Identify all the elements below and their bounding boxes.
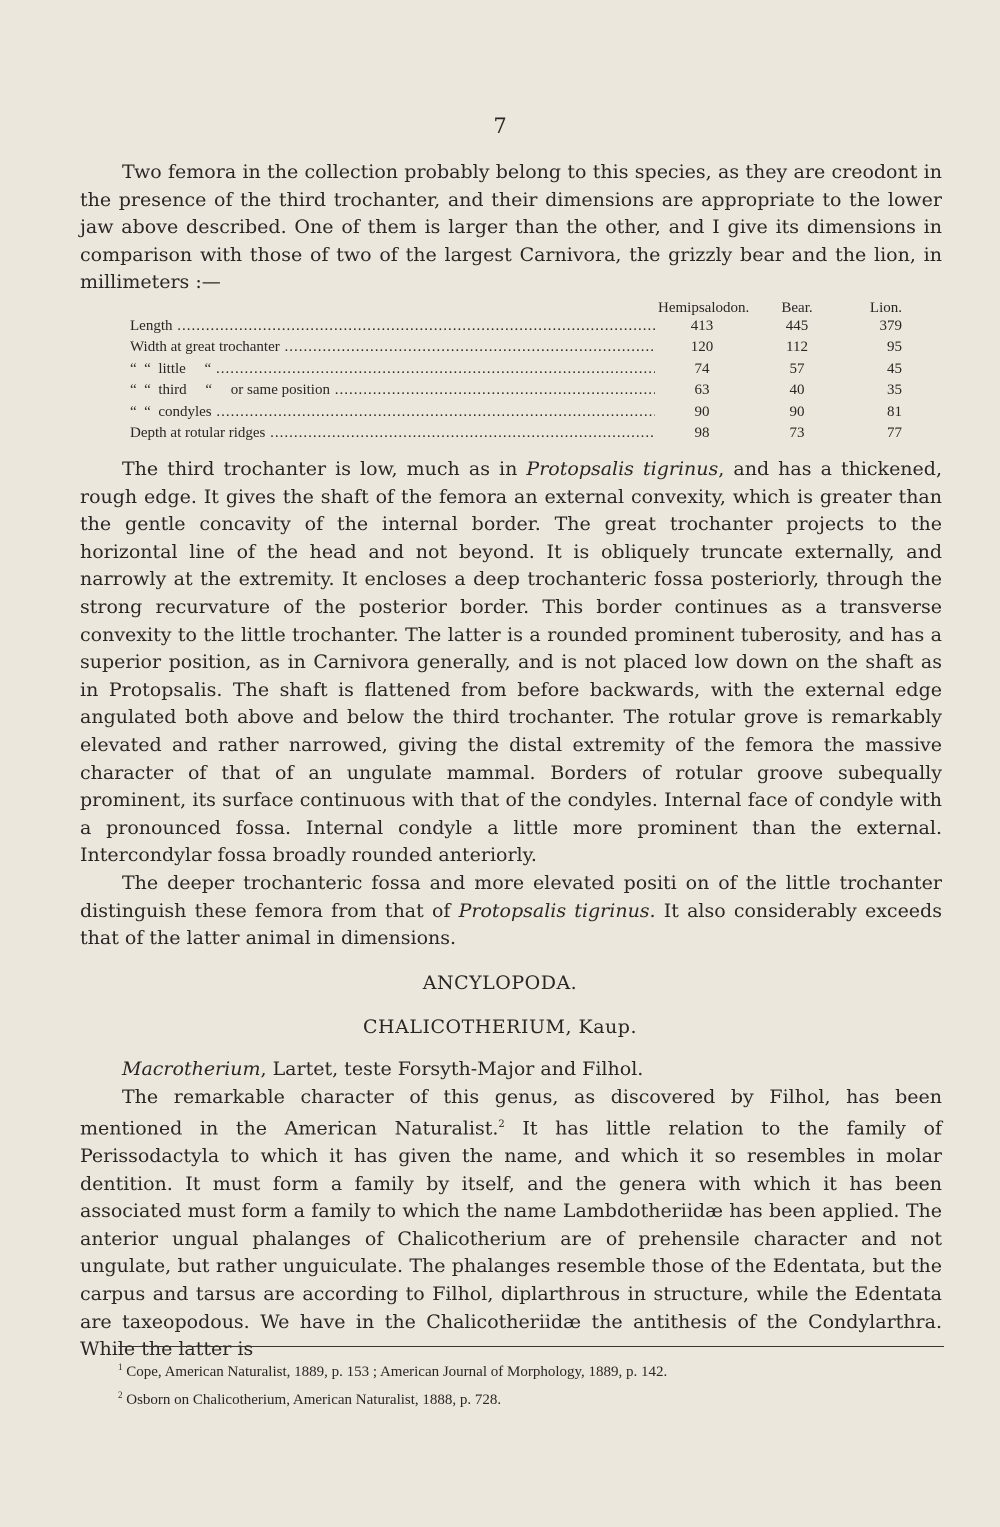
measurements-table: [130, 300, 910, 446]
section-heading-chalicotherium: CHALICOTHERIUM, Kaup.: [363, 1016, 637, 1038]
footnote-divider: [118, 1346, 944, 1347]
row-label: “ “ little “ .....: [130, 361, 655, 378]
footnote: [118, 1384, 944, 1412]
value-lion: 379: [879, 318, 902, 334]
section-heading-ancylopoda: ANCYLOPODA.: [422, 972, 578, 994]
text-run: It has little relation to the family of Perissodactyla to which it has given the name, and which it so resembles in molar dentition. It must form a family by itself, and the genera with which it has been associated must form a family to which the name Lambdotheriidæ has been applied. The anterior ungual phalanges of Chalicotherium are of prehensile character and not ungulate, but rather unguiculate. The phalanges resemble those of the Edentata, but the carpus and tarsus are according to Filhol, diplarthrous in structure, while the Edentata are taxeopodous. We have in the Chalicotheriidæ the antithesis of the Condylarthra. While the latter is: [80, 1117, 943, 1361]
column-header-bear: Bear.: [781, 300, 813, 316]
value-lion: 81: [887, 403, 902, 420]
value-bear: 73: [789, 424, 805, 441]
footnote-ref: 2: [498, 1119, 505, 1131]
text-run: , and has a thickened, rough edge. It gives the shaft of the femora an external convexity, which is greater than the gentle concavity of the internal border. The great trochanter projects to the horizontal line of the head and not beyond. It is obliquely truncate externally, and narrowly at the extremity. It encloses a deep trochanteric fossa posteriorly, through the strong recurvature of the posterior border. This border continues as a transverse convexity to the little trochanter. The latter is a rounded prominent tuberosity, and has a superior position, as in Carnivora generally, and is not placed low down on the shaft as in Protopsalis. The shaft is flattened from before backwards, with the external edge angulated both above and below the third trochanter. The rotular grove is remarkably elevated and rather narrowed, giving the distal extremity of the femora the massive character of that of an ungulate mammal. Borders of rotular groove subequally prominent, its surface continuous with that of the condyles. Internal face of condyle with a pronounced fossa. Internal condyle a little more prominent than the external. Intercondylar fossa broadly rounded anteriorly.: [80, 458, 942, 867]
paragraph-text: Two femora in the collection probably belong to this species, as they are creodont in the presence of the third trochanter, and their dimensions are appropriate to the lower jaw above described. One of them is larger than the other, and I give its dimensions in comparison with those of two of the largest Carnivora, the grizzly bear and the lion, in millimeters :—: [80, 161, 942, 294]
paragraph-text: [80, 456, 942, 870]
paragraph-third-trochanter: [80, 456, 942, 870]
species-name: Protopsalis tigrinus.: [458, 899, 656, 922]
footnote-mark: 1: [118, 1362, 123, 1372]
value-lion: 95: [887, 339, 902, 356]
value-hemipsalodon: 413: [690, 318, 714, 334]
row-label: Width at great trochanter .....: [130, 339, 655, 356]
text-run: The third trochanter is low, much as in: [122, 458, 527, 480]
value-hemipsalodon: 74: [694, 360, 710, 377]
page-number: 7: [493, 114, 507, 138]
value-hemipsalodon: 63: [694, 382, 710, 399]
value-bear: 57: [789, 360, 805, 377]
species-name: Protopsalis tigrinus: [526, 458, 719, 480]
value-lion: 77: [887, 424, 902, 441]
value-bear: 112: [786, 339, 808, 356]
row-label: “ “ third “ or same position .....: [130, 382, 655, 399]
text-run: The remarkable character of this genus, as discovered by Filhol, has been mentioned in the American Naturalist.: [80, 1085, 942, 1140]
row-label: Length .....: [130, 318, 655, 335]
table-row: [130, 361, 910, 382]
paragraph-chalicotherium: [80, 1056, 942, 1364]
value-bear: 445: [785, 318, 809, 334]
text-run: The deeper trochanteric fossa and more elevated positi on of the little trochanter distinguish these femora from that of: [80, 872, 942, 922]
footnote-text: Osborn on Chalicotherium, American Naturalist, 1888, p. 728.: [122, 1392, 502, 1408]
column-header-lion: Lion.: [869, 300, 902, 316]
table-row: [130, 339, 910, 360]
value-hemipsalodon: 120: [690, 339, 714, 356]
genus-synonym: Macrotherium: [122, 1058, 261, 1080]
row-label: Depth at rotular ridges .....: [130, 425, 655, 442]
paragraph-femora-intro: [80, 159, 942, 297]
footnote-mark: 2: [118, 1390, 123, 1400]
table-row: [130, 318, 910, 339]
footnote-text: Cope, American Naturalist, 1889, p. 153 ; American Journal of Morphology, 1889, p. 142.: [122, 1364, 668, 1380]
value-lion: 45: [887, 360, 902, 377]
value-hemipsalodon: 98: [694, 424, 710, 441]
column-header-hemipsalodon: Hemipsalodon.: [658, 300, 750, 316]
value-lion: 35: [887, 382, 902, 399]
text-run: It also considerably exceeds that of the latter animal in dimensions.: [80, 899, 942, 950]
footnote: [118, 1356, 944, 1384]
synonym-line: [80, 1056, 942, 1084]
paragraph-text: [80, 1084, 942, 1364]
paragraph-text: [80, 870, 942, 953]
table-row: [130, 404, 910, 425]
table-header: [130, 300, 910, 318]
table-row: [130, 382, 910, 403]
text-run: , Lartet, teste Forsyth-Major and Filhol.: [260, 1058, 644, 1080]
footnotes: [118, 1356, 944, 1412]
row-label: “ “ condyles .....: [130, 404, 655, 421]
paragraph-comparison: [80, 870, 942, 953]
value-bear: 40: [789, 382, 805, 399]
value-hemipsalodon: 90: [694, 403, 710, 420]
table-row: [130, 425, 910, 446]
value-bear: 90: [789, 403, 805, 420]
